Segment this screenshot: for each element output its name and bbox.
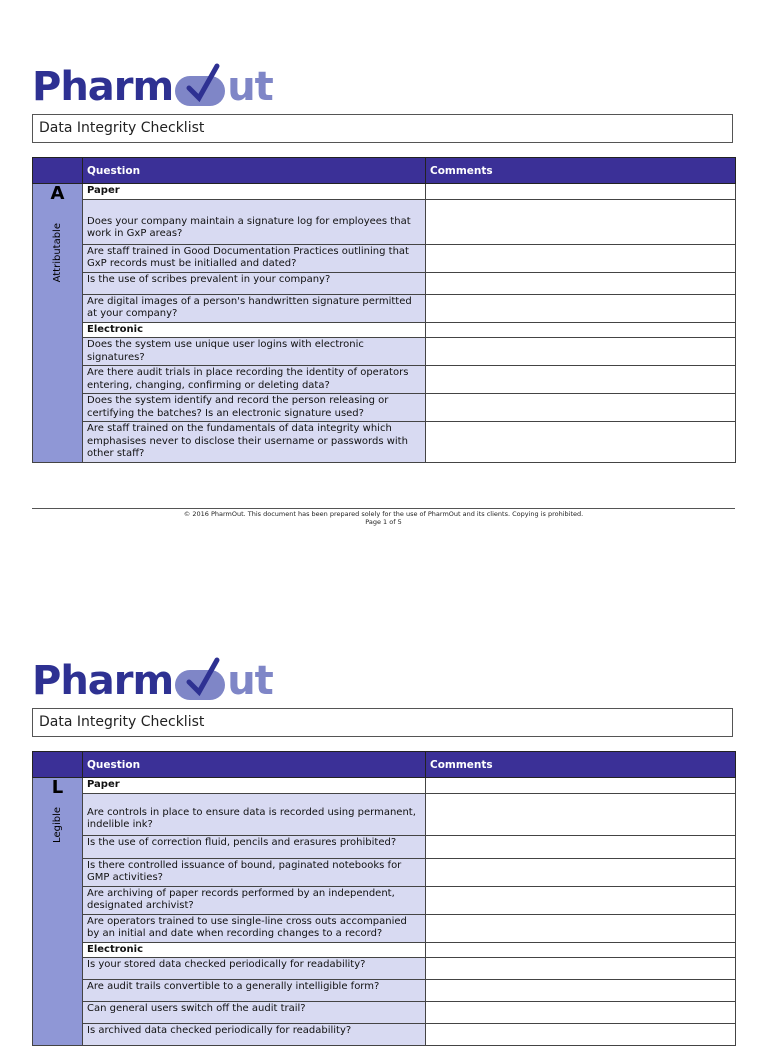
group-label: Electronic (83, 942, 426, 958)
comment-cell[interactable] (426, 793, 736, 835)
logo-text-ut: ut (227, 658, 273, 704)
header-comments: Comments (426, 752, 736, 778)
comment-cell[interactable] (426, 778, 736, 794)
header-question: Question (83, 158, 426, 184)
comment-cell[interactable] (426, 338, 736, 366)
table-row (33, 422, 736, 463)
comment-cell[interactable] (426, 422, 736, 463)
table-row (33, 886, 736, 914)
footer-copyright: © 2016 PharmOut. This document has been prepared solely for the use of PharmOut and its clients. Copying is prohibited. (183, 510, 584, 518)
question-cell: Can general users switch off the audit trail? (83, 1002, 426, 1024)
footer-divider (32, 508, 735, 509)
question-cell: Are controls in place to ensure data is recorded using permanent, indelible ink? (83, 793, 426, 835)
header-corner (33, 158, 83, 184)
logo-text-pharm: Pharm (32, 658, 174, 704)
comment-cell[interactable] (426, 272, 736, 294)
table-row (33, 272, 736, 294)
comment-cell[interactable] (426, 394, 736, 422)
question-cell: Does the system use unique user logins with electronic signatures? (83, 338, 426, 366)
group-label: Paper (83, 184, 426, 200)
question-cell: Are there audit trials in place recording the identity of operators entering, changing, confirming or deleting data? (83, 366, 426, 394)
question-cell: Are staff trained on the fundamentals of data integrity which emphasises never to disclose their username or passwords with other staff? (83, 422, 426, 463)
document-title: Data Integrity Checklist (32, 708, 733, 737)
table-row (33, 958, 736, 980)
comment-cell[interactable] (426, 835, 736, 858)
comment-cell[interactable] (426, 366, 736, 394)
footer-page-number: Page 1 of 5 (365, 518, 402, 526)
comment-cell[interactable] (426, 858, 736, 886)
question-cell: Does the system identify and record the person releasing or certifying the batches? Is an electronic signature used? (83, 394, 426, 422)
question-cell: Are digital images of a person's handwritten signature permitted at your company? (83, 294, 426, 322)
logo-text-ut: ut (227, 64, 273, 110)
checkmark-icon (175, 76, 225, 106)
table-row (33, 835, 736, 858)
question-cell: Is archived data checked periodically for readability? (83, 1024, 426, 1046)
table-row (33, 980, 736, 1002)
comment-cell[interactable] (426, 322, 736, 338)
header-corner (33, 752, 83, 778)
section-letter: L (51, 777, 64, 798)
question-cell: Are audit trails convertible to a generally intelligible form? (83, 980, 426, 1002)
table-row (33, 199, 736, 244)
section-sidebar (33, 778, 83, 1046)
table-row (33, 1002, 736, 1024)
comment-cell[interactable] (426, 294, 736, 322)
question-cell: Are operators trained to use single-line cross outs accompanied by an initial and date when recording changes to a record? (83, 914, 426, 942)
footer (32, 510, 735, 526)
header-question: Question (83, 752, 426, 778)
question-cell: Are archiving of paper records performed by an independent, designated archivist? (83, 886, 426, 914)
section-letter: A (50, 183, 65, 204)
group-row-paper (33, 778, 736, 794)
table-header-row (33, 752, 736, 778)
comment-cell[interactable] (426, 958, 736, 980)
section-sidebar (33, 184, 83, 463)
checkmark-icon (175, 670, 225, 700)
table-row (33, 914, 736, 942)
table-row (33, 366, 736, 394)
pharmout-logo (32, 62, 273, 112)
comment-cell[interactable] (426, 942, 736, 958)
comment-cell[interactable] (426, 199, 736, 244)
group-label: Paper (83, 778, 426, 794)
question-cell: Does your company maintain a signature log for employees that work in GxP areas? (83, 199, 426, 244)
table-row (33, 793, 736, 835)
group-label: Electronic (83, 322, 426, 338)
question-cell: Is the use of correction fluid, pencils and erasures prohibited? (83, 835, 426, 858)
table-row (33, 294, 736, 322)
table-row (33, 394, 736, 422)
comment-cell[interactable] (426, 184, 736, 200)
checklist-table-attributable (32, 157, 736, 463)
table-row (33, 244, 736, 272)
question-cell: Is there controlled issuance of bound, paginated notebooks for GMP activities? (83, 858, 426, 886)
document-title: Data Integrity Checklist (32, 114, 733, 143)
comment-cell[interactable] (426, 914, 736, 942)
comment-cell[interactable] (426, 980, 736, 1002)
group-row-electronic (33, 322, 736, 338)
table-row (33, 1024, 736, 1046)
group-row-paper (33, 184, 736, 200)
group-row-electronic (33, 942, 736, 958)
comment-cell[interactable] (426, 244, 736, 272)
table-row (33, 858, 736, 886)
table-header-row (33, 158, 736, 184)
section-label: Attributable (51, 222, 63, 282)
question-cell: Is the use of scribes prevalent in your company? (83, 272, 426, 294)
header-comments: Comments (426, 158, 736, 184)
question-cell: Is your stored data checked periodically for readability? (83, 958, 426, 980)
section-label: Legible (51, 806, 63, 843)
checklist-table-legible (32, 751, 736, 1046)
pharmout-logo (32, 656, 273, 706)
question-cell: Are staff trained in Good Documentation Practices outlining that GxP records must be initialled and dated? (83, 244, 426, 272)
comment-cell[interactable] (426, 886, 736, 914)
logo-text-pharm: Pharm (32, 64, 174, 110)
table-row (33, 338, 736, 366)
comment-cell[interactable] (426, 1024, 736, 1046)
comment-cell[interactable] (426, 1002, 736, 1024)
